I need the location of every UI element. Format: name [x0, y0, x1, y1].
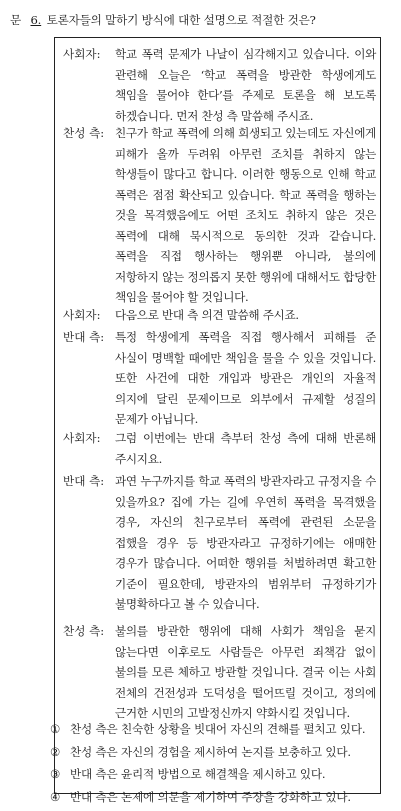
speaker-text: 다음으로 반대 측 의견 말씀해 주시죠.: [115, 308, 299, 322]
dialogue-turn: [63, 471, 376, 615]
option-mark: ①: [50, 722, 61, 736]
answer-options: [50, 718, 398, 808]
question-text: 토론자들의 말하기 방식에 대한 설명으로 적절한 것은?: [46, 13, 316, 27]
speaker-label: 찬성 측:: [63, 624, 105, 638]
answer-option[interactable]: [50, 718, 398, 741]
speaker-text: 과연 누구까지를 학교 폭력의 방관자라고 규정지을 수 있을까요? 집에 가는 길에 우연히 폭력을 목격했을 경우, 자신의 친구로부터 폭력에 관련된 소문을 접했을 경우 등 방관자라고 규정하기에는 애매한 경우가 많습니다. 어떠한 행위를 처벌하려면 확고한 기준이 필요한데, 방관자의 범위부터 규정하기가 불명확하다고 볼 수 있습니다.: [115, 474, 376, 611]
answer-option[interactable]: [50, 763, 398, 786]
dialogue-turn: [63, 621, 376, 724]
speaker-label: 사회자:: [63, 431, 101, 445]
dialogue-turn: [63, 428, 376, 469]
option-text: 반대 측은 윤리적 방법으로 해결책을 제시하고 있다.: [70, 767, 326, 782]
option-mark: ④: [50, 789, 61, 804]
option-text: 반대 측은 논제에 의문을 제기하여 주장을 강화하고 있다.: [70, 789, 351, 804]
answer-option[interactable]: [50, 786, 398, 809]
question-prefix: 문: [10, 13, 21, 27]
dialogue-turn: [63, 123, 376, 308]
dialogue-box: [54, 37, 381, 794]
option-text: 찬성 측은 친숙한 상황을 빗대어 자신의 견해를 펼치고 있다.: [70, 722, 366, 736]
option-mark: ②: [50, 744, 61, 759]
dialogue-turn: [63, 327, 376, 430]
speaker-label: 사회자:: [63, 308, 101, 322]
option-mark: ③: [50, 767, 61, 782]
question-stem: [10, 10, 395, 30]
speaker-text: 특정 학생에게 폭력을 직접 행사해서 피해를 준 사실이 명백할 때에만 책임을 물을 수 있을 것입니다. 또한 사건에 대한 개입과 방관은 개인의 자율적 의지에 달린 문제이므로 외부에서 규제할 성질의 문제가 아닙니다.: [115, 330, 376, 426]
speaker-text: 학교 폭력 문제가 나날이 심각해지고 있습니다. 이와 관련해 오늘은 ‘학교 폭력을 방관한 학생에게도 책임을 물어야 한다’를 주제로 토론을 해 보도록 하겠습니다. 먼저 찬성 측 말씀해 주시죠.: [115, 47, 376, 123]
speaker-text: 그럼 이번에는 반대 측부터 찬성 측에 대해 반론해 주시지요.: [115, 431, 376, 466]
dialogue-turn: [63, 305, 376, 326]
speaker-text: 친구가 학교 폭력에 의해 희생되고 있는데도 자신에게 피해가 올까 두려워 아무런 조치를 취하지 않는 학생들이 많다고 합니다. 이러한 행동으로 인해 학교 폭력은 점점 확산되고 있습니다. 학교 폭력을 행하는 것을 목격했음에도 어떤 조치도 취하지 않은 것은 폭력에 대해 묵시적으로 동의한 것과 같습니다. 폭력을 직접 행사하는 행위뿐 아니라, 불의에 저항하지 않는 정의롭지 못한 행위에 대해서도 합당한 책임을 물어야 할 것입니다.: [115, 126, 376, 304]
question-number: 6.: [30, 13, 42, 27]
speaker-text: 불의를 방관한 행위에 대해 사회가 책임을 묻지 않는다면 이후로도 사람들은 아무런 죄책감 없이 불의를 모른 체하고 방관할 것입니다. 결국 이는 사회 전체의 건전성과 도덕성을 떨어뜨릴 것이고, 정의에 근거한 시민의 고발정신까지 약화시킬 것입니다.: [115, 624, 376, 720]
speaker-label: 반대 측:: [63, 330, 105, 344]
speaker-label: 찬성 측:: [63, 126, 105, 140]
speaker-label: 사회자:: [63, 47, 101, 61]
dialogue-turn: [63, 44, 376, 126]
speaker-label: 반대 측:: [63, 474, 105, 488]
option-text: 찬성 측은 자신의 경험을 제시하여 논지를 보충하고 있다.: [70, 744, 351, 759]
answer-option[interactable]: [50, 741, 398, 764]
